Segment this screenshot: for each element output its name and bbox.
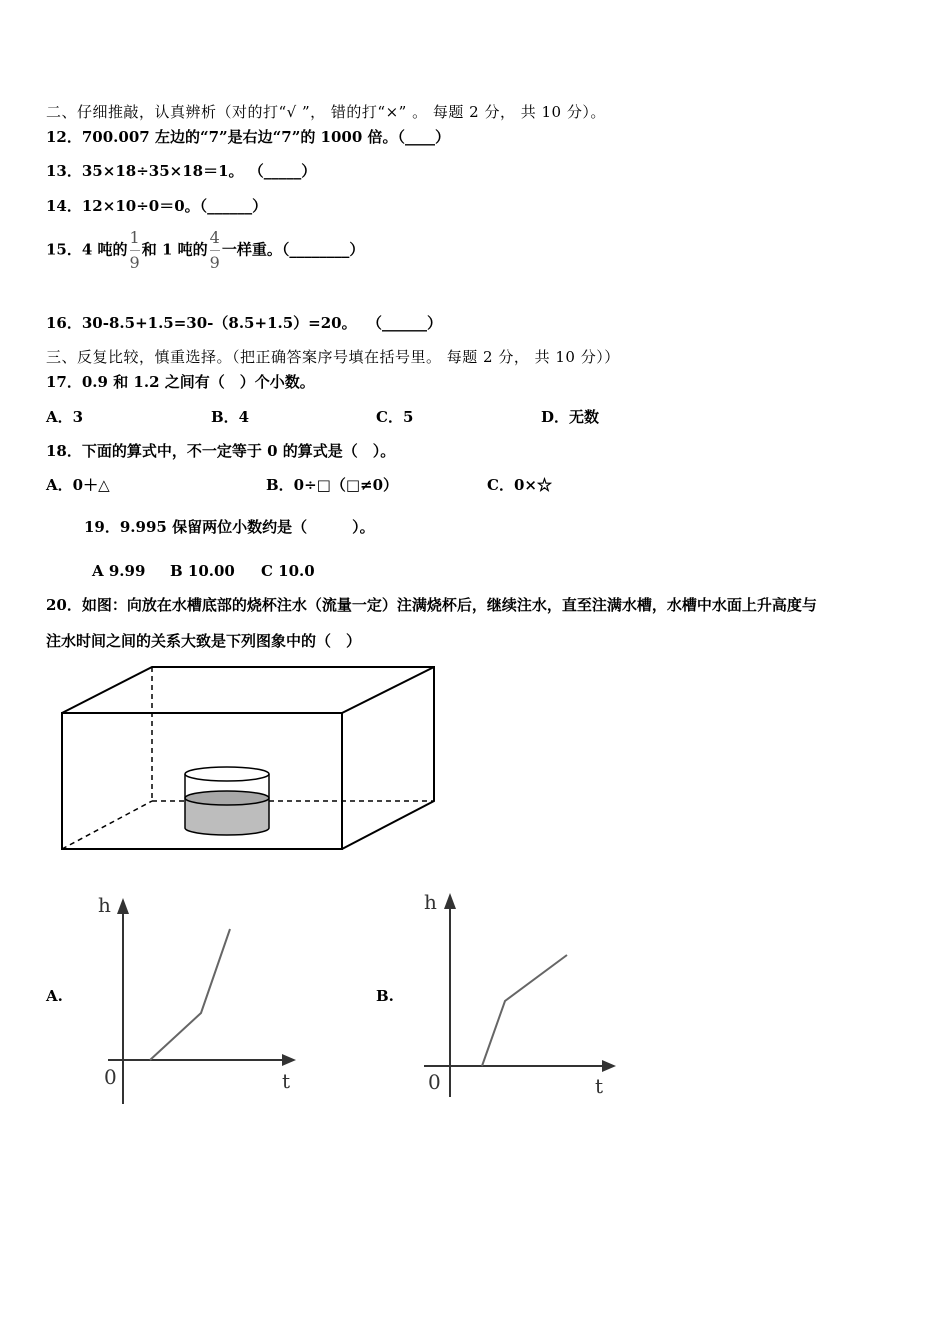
section-3-title: 三、反复比较，慎重选择。（把正确答案序号填在括号里。 每题 2 分， 共 10 分）） <box>46 348 620 366</box>
question-18: 18．下面的算式中，不一定等于 0 的算式是（ ）。 <box>46 442 396 460</box>
q15-suffix: 一样重。（________） <box>221 240 365 259</box>
graph-b-curve <box>482 955 567 1066</box>
graph-a-origin: 0 <box>104 1065 117 1089</box>
question-20-line2: 注水时间之间的关系大致是下列图象中的（ ） <box>46 632 362 650</box>
water-surface <box>185 791 269 805</box>
beaker <box>185 767 269 835</box>
frac1-denominator: 9 <box>129 253 140 272</box>
question-19: 19．9.995 保留两位小数约是（ ）。 <box>84 518 375 536</box>
graph-a-x-arrow-icon <box>282 1054 296 1066</box>
q17-option-c[interactable]: C．5 <box>376 408 414 426</box>
tank-hidden-depth-edge <box>62 801 152 849</box>
graph-a-y-arrow-icon <box>117 898 129 914</box>
graph-a[interactable] <box>90 890 310 1110</box>
frac2-denominator: 9 <box>209 253 220 272</box>
q15-prefix: 15．4 吨的 <box>46 240 128 259</box>
graph-b-x-label: t <box>595 1074 604 1098</box>
graph-a-x-label: t <box>282 1069 291 1093</box>
graph-a-y-label: h <box>98 893 111 917</box>
graph-b-x-arrow-icon <box>602 1060 616 1072</box>
graph-a-curve <box>150 929 230 1060</box>
question-17: 17．0.9 和 1.2 之间有（ ）个小数。 <box>46 373 315 391</box>
q19-option-a[interactable]: A 9.99 <box>92 562 146 580</box>
water-tank-figure <box>50 660 450 860</box>
graph-b[interactable] <box>410 885 630 1105</box>
fraction-four-ninths <box>210 228 220 273</box>
tank-top-edge <box>342 667 434 713</box>
beaker-rim <box>185 767 269 781</box>
q18-option-c[interactable]: C．0×☆ <box>487 476 552 494</box>
q19-option-c[interactable]: C 10.0 <box>261 562 315 580</box>
q15-middle: 和 1 吨的 <box>141 240 208 259</box>
section-2-title: 二、仔细推敲，认真辨析（对的打“√ ”， 错的打“×” 。 每题 2 分， 共 10 分）。 <box>46 103 606 121</box>
graph-b-y-arrow-icon <box>444 893 456 909</box>
graph-b-label[interactable]: B. <box>376 987 394 1005</box>
question-16: 16．30-8.5+1.5=30-（8.5+1.5）=20。 <box>46 314 357 332</box>
fraction-one-ninth <box>130 228 140 273</box>
frac1-numerator: 1 <box>129 228 140 247</box>
question-20-line1: 20．如图：向放在水槽底部的烧杯注水（流量一定）注满烧杯后，继续注水，直至注满水槽，水槽中水面上升高度与 <box>46 596 817 614</box>
frac2-numerator: 4 <box>209 228 220 247</box>
question-16-blank: （______） <box>367 314 443 332</box>
q17-option-a[interactable]: A．3 <box>46 408 84 426</box>
q19-option-b[interactable]: B 10.00 <box>170 562 235 580</box>
question-14: 14．12×10÷0＝0。（______） <box>46 197 268 215</box>
question-12: 12．700.007 左边的“7”是右边“7”的 1000 倍。（____） <box>46 128 451 146</box>
question-13: 13．35×18÷35×18＝1。 （_____） <box>46 162 317 180</box>
graph-b-y-label: h <box>424 890 437 914</box>
q18-option-b[interactable]: B．0÷□（□≠0） <box>266 476 399 494</box>
q17-option-d[interactable]: D．无数 <box>541 408 600 426</box>
question-15 <box>46 228 364 273</box>
graph-a-label[interactable]: A. <box>46 987 63 1005</box>
graph-b-origin: 0 <box>428 1070 441 1094</box>
q17-option-b[interactable]: B．4 <box>211 408 250 426</box>
q18-option-a[interactable]: A．0＋△ <box>46 476 110 494</box>
